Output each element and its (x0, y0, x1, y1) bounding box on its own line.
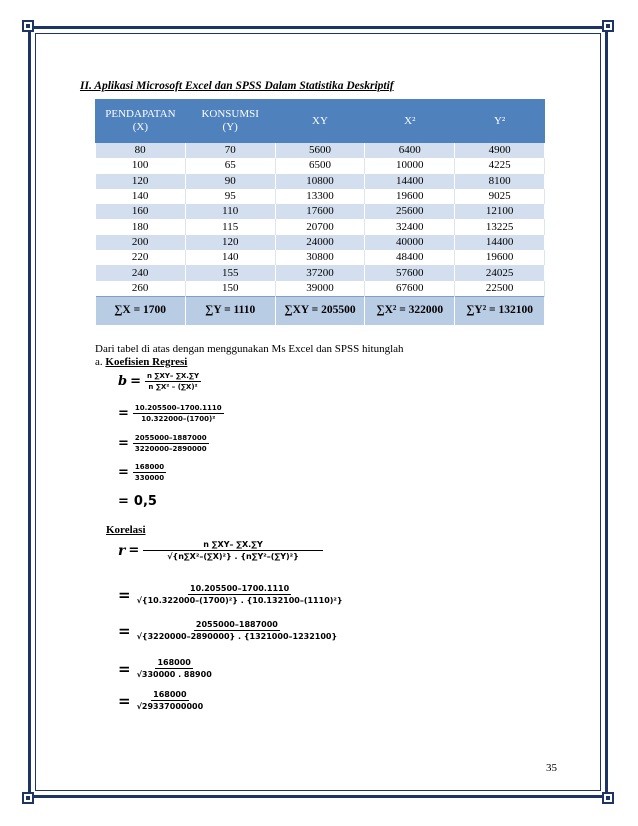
regresi-result-value: 0,5 (133, 494, 157, 509)
regresi-result: = 0,5 (118, 494, 157, 509)
table-cell: 14400 (365, 174, 455, 189)
table-cell: 48400 (365, 250, 455, 265)
table-row (96, 219, 545, 234)
table-cell: 39000 (275, 281, 365, 297)
table-cell: 57600 (365, 265, 455, 280)
table-cell: 155 (185, 265, 275, 280)
table-cell: 110 (185, 204, 275, 219)
table-cell: 65 (185, 158, 275, 173)
corner-ornament-bottom-left (22, 792, 34, 804)
item-a-heading: a. Koefisien Regresi (95, 356, 188, 368)
table-cell: 37200 (275, 265, 365, 280)
table-cell: 19600 (365, 189, 455, 204)
table-cell: 140 (96, 189, 186, 204)
table-cell: 8100 (455, 174, 545, 189)
table-cell: 100 (96, 158, 186, 173)
regresi-formula: b = $\frac{n \sum XY- \sum X.\sum Y}{\text{n ∑X² – (∑X)²}}$ (118, 372, 200, 391)
table-cell: 30800 (275, 250, 365, 265)
table-cell: 6500 (275, 158, 365, 173)
page-number: 35 (546, 762, 557, 774)
table-cell: 22500 (455, 281, 545, 297)
regresi-step-2: = $\frac{2055000-1887000}{3220000-2890000}$ (118, 434, 207, 453)
table-cell: 240 (96, 265, 186, 280)
table-cell: 4225 (455, 158, 545, 173)
table-cell: 220 (96, 250, 186, 265)
korelasi-step-2: = $\frac{2055000-1887000}{√\{3220000-2890000\} . \{1321000-1232100\}}$ (118, 620, 338, 641)
regresi-formula-denominator: n ∑X² – (∑X)² (148, 383, 198, 391)
table-cell: 200 (96, 235, 186, 250)
table-cell: 19600 (455, 250, 545, 265)
regresi-step-3: = $\frac{168000}{330000}$ (118, 463, 165, 482)
table-cell: 260 (96, 281, 186, 297)
table-cell: 120 (96, 174, 186, 189)
corner-ornament-top-right (602, 20, 614, 32)
total-cell: ∑X = 1700 (96, 296, 186, 325)
table-row (96, 250, 545, 265)
korelasi-step-4: = $\frac{168000}{√29337000000}$ (118, 690, 204, 711)
table-cell: 140 (185, 250, 275, 265)
header-xy: XY (275, 100, 365, 143)
table-cell: 24000 (275, 235, 365, 250)
header-x-squared: X² (365, 100, 455, 143)
table-row (96, 189, 545, 204)
korelasi-step-3: = $\frac{168000}{√330000 . 88900}$ (118, 658, 212, 679)
regresi-step-1: = $\frac{10.205500-1700.1110}{\text{10.322000–(1700)²}}$ (118, 404, 222, 423)
table-cell: 67600 (365, 281, 455, 297)
corner-ornament-top-left (22, 20, 34, 32)
b-symbol: b (118, 374, 128, 389)
header-konsumsi: KONSUMSI (Y) (185, 100, 275, 143)
r-symbol: r (118, 542, 126, 559)
data-table (95, 99, 545, 325)
table-cell: 10000 (365, 158, 455, 173)
table-row (96, 174, 545, 189)
corner-ornament-bottom-right (602, 792, 614, 804)
table-cell: 17600 (275, 204, 365, 219)
total-cell: ∑XY = 205500 (275, 296, 365, 325)
table-row (96, 265, 545, 280)
table-row (96, 204, 545, 219)
table-cell: 90 (185, 174, 275, 189)
total-cell: ∑Y² = 132100 (455, 296, 545, 325)
table-cell: 95 (185, 189, 275, 204)
table-cell: 24025 (455, 265, 545, 280)
table-cell: 5600 (275, 143, 365, 159)
table-cell: 40000 (365, 235, 455, 250)
table-cell: 32400 (365, 219, 455, 234)
table-cell: 4900 (455, 143, 545, 159)
table-cell: 180 (96, 219, 186, 234)
table-header-row (96, 100, 545, 143)
table-totals-row (96, 296, 545, 325)
table-row (96, 281, 545, 297)
table-cell: 12100 (455, 204, 545, 219)
header-y-squared: Y² (455, 100, 545, 143)
table-cell: 150 (185, 281, 275, 297)
table-row (96, 235, 545, 250)
total-cell: ∑Y = 1110 (185, 296, 275, 325)
table-row (96, 158, 545, 173)
table-cell: 160 (96, 204, 186, 219)
table-cell: 13225 (455, 219, 545, 234)
regresi-formula-fraction (145, 372, 201, 391)
item-a-title: Koefisien Regresi (105, 356, 188, 368)
total-cell: ∑X² = 322000 (365, 296, 455, 325)
table-cell: 10800 (275, 174, 365, 189)
table-row (96, 143, 545, 159)
table-cell: 6400 (365, 143, 455, 159)
section-heading: II. Aplikasi Microsoft Excel dan SPSS Dalam Statistika Deskriptif (80, 80, 394, 92)
korelasi-step-1: = $\frac{10.205500-1700.1110}{\text{√\{10.322000–(1700)²\} . \{10.132100–(1110)²\}}}$ (118, 584, 343, 605)
table-cell: 13300 (275, 189, 365, 204)
table-cell: 20700 (275, 219, 365, 234)
header-pendapatan: PENDAPATAN (X) (96, 100, 186, 143)
korelasi-heading: Korelasi (106, 524, 146, 536)
table-cell: 115 (185, 219, 275, 234)
table-cell: 9025 (455, 189, 545, 204)
table-cell: 70 (185, 143, 275, 159)
table-cell: 80 (96, 143, 186, 159)
table-cell: 25600 (365, 204, 455, 219)
korelasi-formula: r = $\frac{n \sum XY- \sum X.\sum Y}{\text{√\{n∑X²–(∑X)²\} . \{n∑Y²–(∑Y)²\}}}$ (118, 540, 323, 561)
regresi-formula-numerator: n ∑XY– ∑X.∑Y (147, 372, 200, 380)
table-cell: 120 (185, 235, 275, 250)
table-cell: 14400 (455, 235, 545, 250)
intro-text: Dari tabel di atas dengan menggunakan Ms Excel dan SPSS hitunglah (95, 343, 404, 355)
